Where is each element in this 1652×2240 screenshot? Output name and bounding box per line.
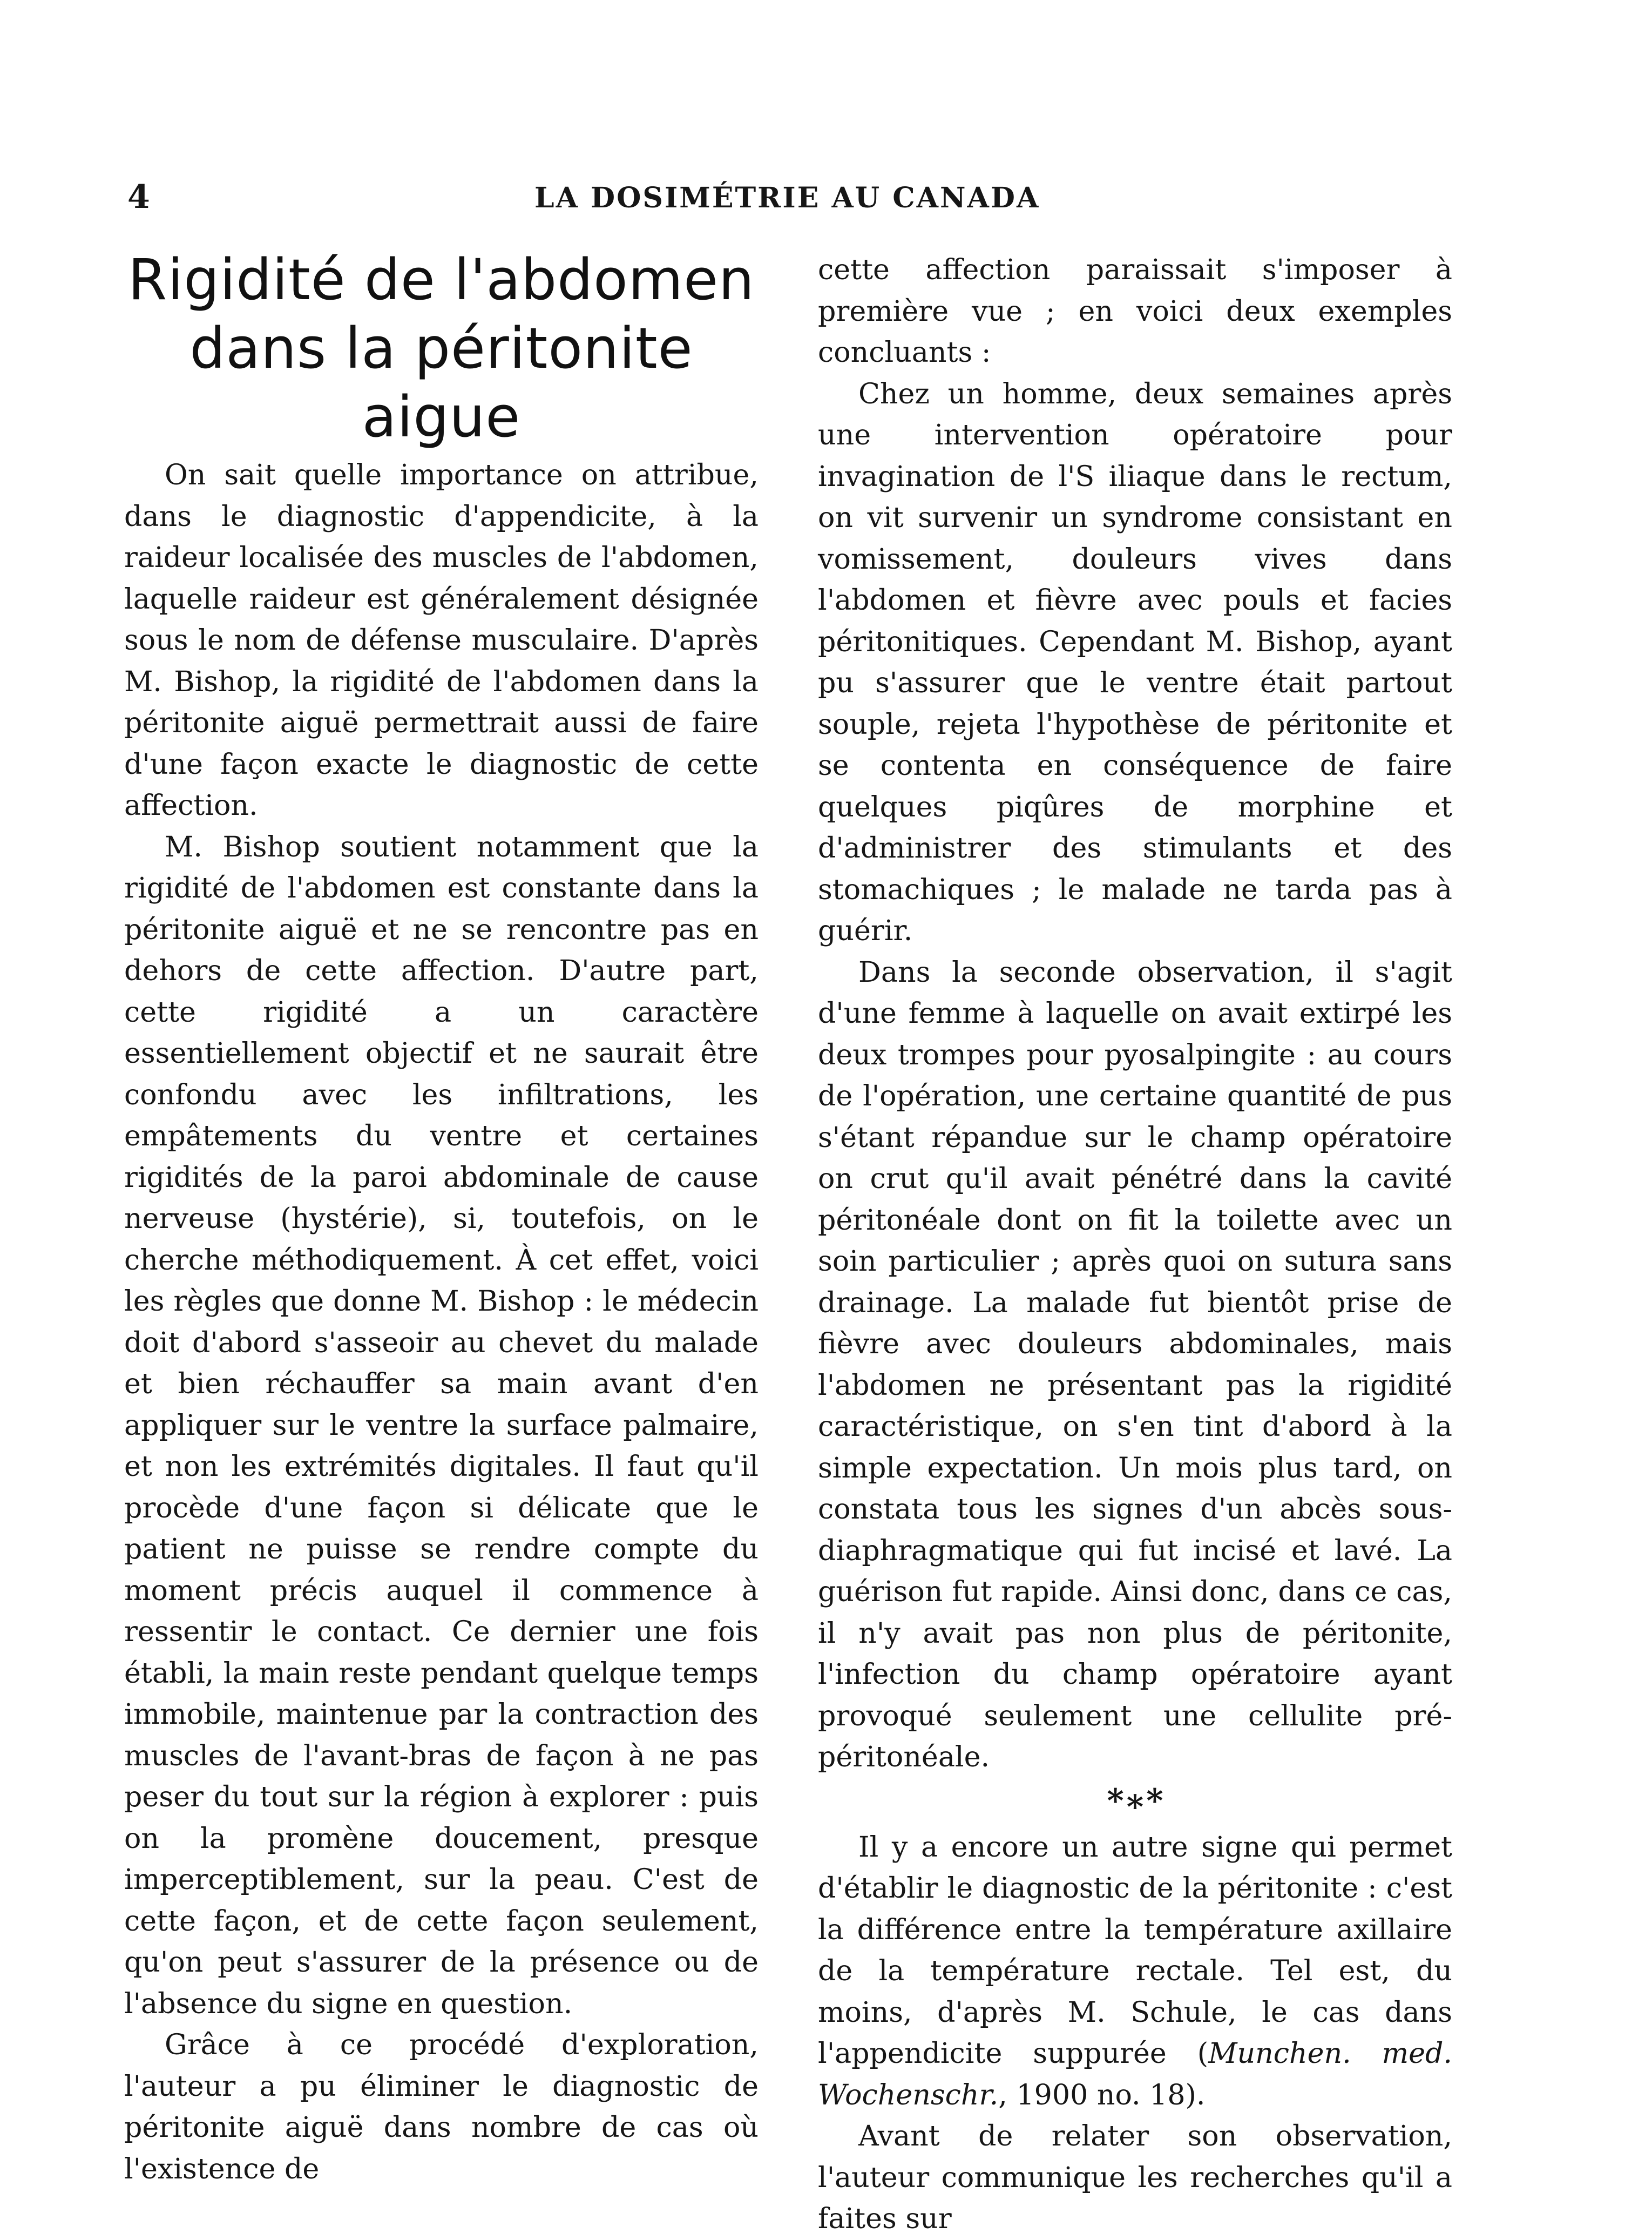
- paragraph: M. Bishop soutient notamment que la rigidité de l'abdomen est constante dans la péritonite aiguë et ne se rencontre pas en dehors de cette affection. D'autre part, cette rigidité a un caractère essentiellement objectif et ne saurait être confondu avec les infiltrations, les empâtements du ventre et certaines rigidités de la paroi abdominale de cause nerveuse (hystérie), si, toutefois, on le cherche méthodiquement. À cet effet, voici les règles que donne M. Bishop : le médecin doit d'abord s'asseoir au chevet du malade et bien réchauffer sa main avant d'en appliquer sur le ventre la surface palmaire, et non les extrémités digitales. Il faut qu'il procède d'une façon si délicate que le patient ne puisse se rendre compte du moment précis auquel il commence à ressentir le contact. Ce dernier une fois établi, la main reste pendant quelque temps immobile, maintenue par la contraction des muscles de l'avant-bras de façon à ne pas peser du tout sur la région à explorer : puis on la promène doucement, presque imperceptiblement, sur la peau. C'est de cette façon, et de cette façon seulement, qu'on peut s'assurer de la présence ou de l'absence du signe en question.: [124, 831, 759, 2020]
- right-column: [818, 249, 1452, 2240]
- paragraph: Chez un homme, deux semaines après une intervention opératoire pour invagination de l'S iliaque dans le rectum, on vit survenir un syndrome consistant en vomissement, douleurs vives dans l'abdomen et fièvre avec pouls et facies péritonitiques. Cependant M. Bishop, ayant pu s'assurer que le ventre était partout souple, rejeta l'hypothèse de péritonite et se contenta en conséquence de faire quelques piqûres de morphine et d'administrer des stimulants et des stomachiques ; le malade ne tarda pas à guérir.: [818, 377, 1452, 947]
- paragraph-continuation: cette affection paraissait s'imposer à première vue ; en voici deux exemples concluants :: [818, 254, 1452, 369]
- paragraph: [818, 1827, 1452, 2116]
- left-column: [124, 246, 759, 2190]
- citation-tail: , 1900 no. 18).: [998, 2079, 1206, 2111]
- citation: Munchen. med. Wochenschr.: [818, 2037, 1452, 2111]
- section-separator: *∗*: [1107, 1782, 1163, 1820]
- page-number: 4: [127, 178, 150, 216]
- running-title: LA DOSIMÉTRIE AU CANADA: [534, 181, 1040, 214]
- paragraph-text: Il y a encore un autre signe qui permet d'établir le diagnostic de la péritonite : c'est la différence entre la température axillaire de la température rectale. Tel est, du moins, d'après M. Schule, le cas dans l'appendicite suppurée (: [818, 1831, 1452, 2070]
- paragraph: Avant de relater son observation, l'auteur communique les recherches qu'il a faites sur: [818, 2120, 1452, 2235]
- paragraph: Dans la seconde observation, il s'agit d'une femme à laquelle on avait extirpé les deux trompes pour pyosalpingite : au cours de l'opération, une certaine quantité de pus s'étant répandue sur le champ opératoire on crut qu'il avait pénétré dans la cavité péritonéale dont on fit la toilette avec un soin particulier ; après quoi on sutura sans drainage. La malade fut bientôt prise de fièvre avec douleurs abdominales, mais l'abdomen ne présentant pas la rigidité caractéristique, on s'en tint d'abord à la simple expectation. Un mois plus tard, on constata tous les signes d'un abcès sous-diaphragmatique qui fut incisé et lavé. La guérison fut rapide. Ainsi donc, dans ce cas, il n'y avait pas non plus de péritonite, l'infection du champ opératoire ayant provoqué seulement une cellulite pré-péritonéale.: [818, 956, 1452, 1773]
- paragraph: Grâce à ce procédé d'exploration, l'auteur a pu éliminer le diagnostic de péritonite aiguë dans nombre de cas où l'existence de: [124, 2029, 759, 2185]
- article-title: Rigidité de l'abdomen dans la péritonite aigue: [128, 247, 755, 450]
- paragraph: On sait quelle importance on attribue, dans le diagnostic d'appendicite, à la raideur localisée des muscles de l'abdomen, laquelle raideur est généralement désignée sous le nom de défense musculaire. D'après M. Bishop, la rigidité de l'abdomen dans la péritonite aiguë permettrait aussi de faire d'une façon exacte le diagnostic de cette affection.: [124, 459, 759, 822]
- running-header: [0, 178, 1652, 227]
